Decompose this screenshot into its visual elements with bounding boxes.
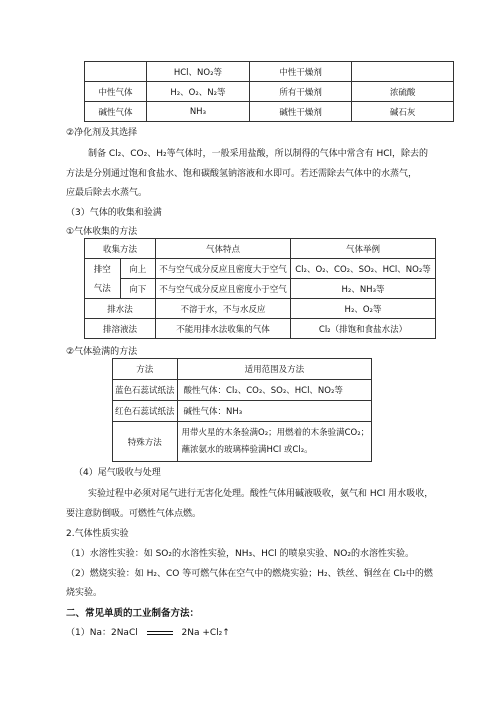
cell: 中性气体: [85, 82, 147, 102]
cell: H₂、NH₃等: [291, 279, 436, 299]
cell: [352, 62, 454, 82]
cell: 中性干燥剂: [249, 62, 351, 82]
header-cell: 气体特点: [156, 239, 291, 259]
cell: 排水法: [85, 299, 156, 319]
header-cell: 适用范围及方法: [177, 359, 372, 380]
cell-line: 用带火星的木条验满O₂；用燃着的木条验满CO₂；: [181, 427, 370, 438]
cell: 浓硫酸: [352, 82, 454, 102]
reaction-arrow: [147, 631, 173, 635]
cell-line: 蘸浓氨水的玻璃棒验满HCl 或Cl₂。: [181, 444, 313, 455]
equation-line: [66, 625, 230, 638]
cell: H₂、O₂、N₂等: [146, 82, 249, 102]
paragraph-line: 实验过程中必须对尾气进行无害化处理。酸性气体用碱液吸收，氨气和 HCl 用水吸收，: [88, 489, 434, 499]
paragraph-line: 制备 Cl₂、CO₂、H₂等气体时，一般采用盐酸，所以制得的气体中常含有 HCl，除去的: [88, 149, 429, 159]
cell: NH₃: [146, 102, 249, 122]
cell: 碱性气体: [85, 102, 147, 122]
cell: 碱性干燥剂: [249, 102, 351, 122]
collect-heading: （3）气体的收集和验满: [66, 208, 162, 218]
cell: 特殊方法: [113, 422, 178, 462]
paragraph-line: 应最后除去水蒸气。: [66, 188, 148, 198]
check-subheading: ②气体验满的方法: [66, 347, 138, 357]
cell: 气法: [85, 279, 121, 299]
props-heading: 2.气体性质实验: [66, 529, 129, 539]
cell: 向上: [120, 259, 156, 279]
gas-full-check-table: [112, 358, 372, 462]
paragraph-line: （2）燃烧实验：如 H₂、CO 等可燃气体在空气中的燃烧实验；H₂、铁丝、铜丝在 Cl₂中的燃: [66, 569, 433, 579]
collection-method-table: [84, 238, 436, 339]
cell: [85, 62, 147, 82]
header-cell: 收集方法: [85, 239, 156, 259]
cell: 不与空气成分反应且密度大于空气: [156, 259, 291, 279]
cell: 不溶于水，不与水反应: [156, 299, 291, 319]
purify-heading: ②净化剂及其选择: [66, 128, 138, 138]
collect-subheading: ①气体收集的方法: [66, 227, 138, 237]
cell: 不能用排水法收集的气体: [156, 319, 291, 339]
paragraph-line: 方法是分别通过饱和食盐水、饱和碳酸氢钠溶液和水即可。若还需除去气体中的水蒸气，: [66, 169, 418, 179]
cell: 所有干燥剂: [249, 82, 351, 102]
equation-right: 2Na +Cl₂↑: [181, 628, 230, 638]
cell: 排空: [85, 259, 121, 279]
cell: 红色石蕊试纸法: [113, 401, 178, 422]
cell: 不与空气成分反应且密度小于空气: [156, 279, 291, 299]
paragraph-line: （1）水溶性实验：如 SO₂的水溶性实验，NH₃、HCl 的喷泉实验、NO₂的水溶性实验。: [66, 549, 414, 559]
paragraph-line: 要注意防倒吸。可燃性气体点燃。: [66, 509, 202, 519]
cell: 碱石灰: [352, 102, 454, 122]
cell: 碱性气体：NH₃: [177, 401, 372, 422]
drying-agent-table: [84, 61, 454, 122]
cell: H₂、O₂等: [291, 299, 436, 319]
cell: HCl、NO₂等: [146, 62, 249, 82]
equation-left: （1）Na：2NaCl: [66, 628, 138, 638]
paragraph-line: 烧实验。: [66, 588, 103, 598]
cell: 向下: [120, 279, 156, 299]
cell: Cl₂、O₂、CO₂、SO₂、HCl、NO₂等: [291, 259, 436, 279]
header-cell: 方法: [113, 359, 178, 380]
header-cell: 气体举例: [291, 239, 436, 259]
cell: Cl₂（排饱和食盐水法）: [291, 319, 436, 339]
industry-heading: 二、常见单质的工业制备方法：: [66, 608, 200, 619]
tail-heading: （4）尾气吸收与处理: [74, 468, 161, 478]
cell: 酸性气体：Cl₂、CO₂、SO₂、HCl、NO₂等: [177, 380, 372, 401]
cell: [177, 422, 372, 462]
cell: 蓝色石蕊试纸法: [113, 380, 178, 401]
cell: 排溶液法: [85, 319, 156, 339]
